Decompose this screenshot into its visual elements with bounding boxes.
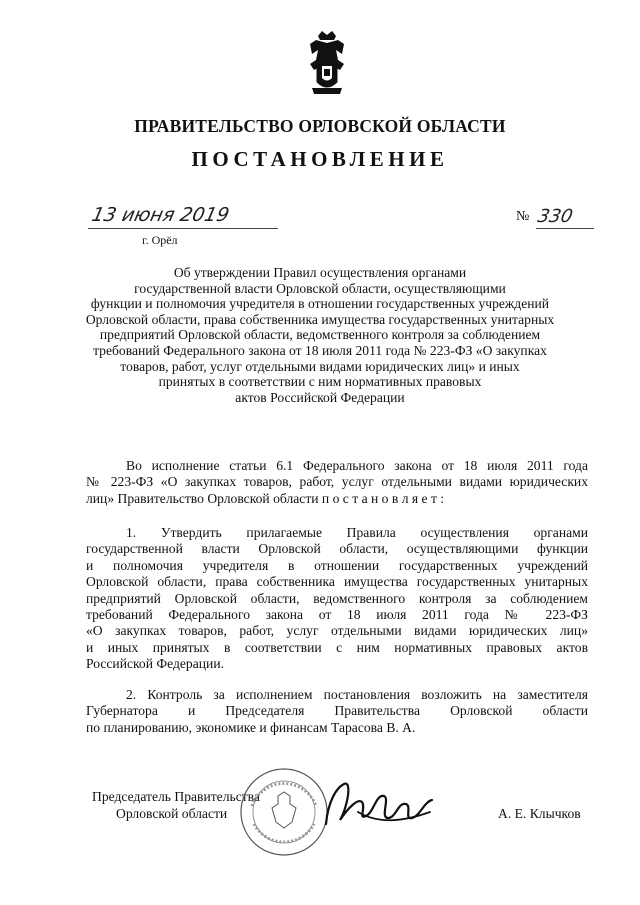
government-name: ПРАВИТЕЛЬСТВО ОРЛОВСКОЙ ОБЛАСТИ	[134, 116, 506, 136]
item-1-paragraph	[86, 525, 588, 673]
paragraph-line: Российской Федерации.	[86, 656, 224, 672]
paragraph-line: требований Федерального закона от 18 июля 2011 года № 223-ФЗ	[86, 607, 588, 623]
city: г. Орёл	[142, 233, 178, 247]
paragraph-line: 1. Утвердить прилагаемые Правила осуществления органами	[126, 525, 588, 540]
paragraph-line: Губернатора и Председателя Правительства Орловской области	[86, 703, 588, 719]
paragraph-line: предприятий Орловской области, ведомственного контроля за соблюдением	[86, 590, 588, 606]
paragraph-line: лиц» Правительство Орловской области п о с т а н о в л я е т :	[86, 490, 445, 506]
official-seal-icon	[238, 766, 330, 858]
paragraph-line: Во исполнение статьи 6.1 Федерального закона от 18 июля 2011 года	[126, 458, 588, 473]
decree-date: 13 июня 2019	[89, 204, 232, 226]
paragraph-line: по планированию, экономике и финансам Тарасова В. А.	[86, 719, 416, 735]
handwritten-signature-icon	[318, 772, 438, 842]
date-underline	[88, 228, 278, 229]
number-label: №	[516, 209, 530, 224]
position-line: Председатель Правительства	[92, 789, 260, 804]
paragraph-line: Орловской области, права собственника имущества государственных унитарных	[86, 574, 588, 590]
subject-line: предприятий Орловской области, ведомственного контроля за соблюдением	[99, 327, 541, 343]
subject-line: товаров, работ, услуг отдельными видами юридических лиц» и иных	[120, 358, 520, 374]
paragraph-line: и иных принятых в соответствии с ним нормативных правовых актов	[86, 639, 588, 655]
preamble-paragraph	[86, 458, 588, 507]
document-type-title: ПОСТАНОВЛЕНИЕ	[191, 147, 449, 171]
paragraph-line: № 223-ФЗ «О закупках товаров, работ, услуг отдельными видами юридических	[86, 474, 588, 490]
item-2-paragraph	[86, 687, 588, 736]
paragraph-line: и полномочия учредителя в отношении государственных учреждений	[86, 557, 588, 573]
subject-line: государственной власти Орловской области, осуществляющими	[134, 280, 506, 296]
signatory-name: А. Е. Клычков	[498, 806, 581, 821]
number-underline	[536, 228, 594, 229]
subject-line: требований Федерального закона от 18 июля 2011 года № 223-ФЗ «О закупках	[93, 342, 547, 358]
paragraph-line: государственной власти Орловской области, осуществляющими функции	[86, 541, 588, 557]
subject-line: принятых в соответствии с ним нормативных правовых	[158, 374, 482, 390]
subject-line: функции и полномочия учредителя в отношении государственных учреждений	[90, 296, 550, 312]
subject-line: актов Российской Федерации	[235, 389, 405, 405]
paragraph-line: 2. Контроль за исполнением постановления возложить на заместителя	[126, 687, 588, 702]
signatory-position	[92, 788, 260, 822]
decree-subject	[70, 265, 570, 405]
paragraph-line: «О закупках товаров, работ, услуг отдельными видами юридических лиц»	[86, 623, 588, 639]
subject-line: Об утверждении Правил осуществления органами	[173, 265, 467, 280]
coat-of-arms-icon	[306, 30, 348, 98]
position-line: Орловской области	[116, 806, 228, 821]
subject-line: Орловской области, права собственника имущества государственных унитарных	[85, 311, 555, 327]
decree-number: 330	[535, 206, 575, 227]
